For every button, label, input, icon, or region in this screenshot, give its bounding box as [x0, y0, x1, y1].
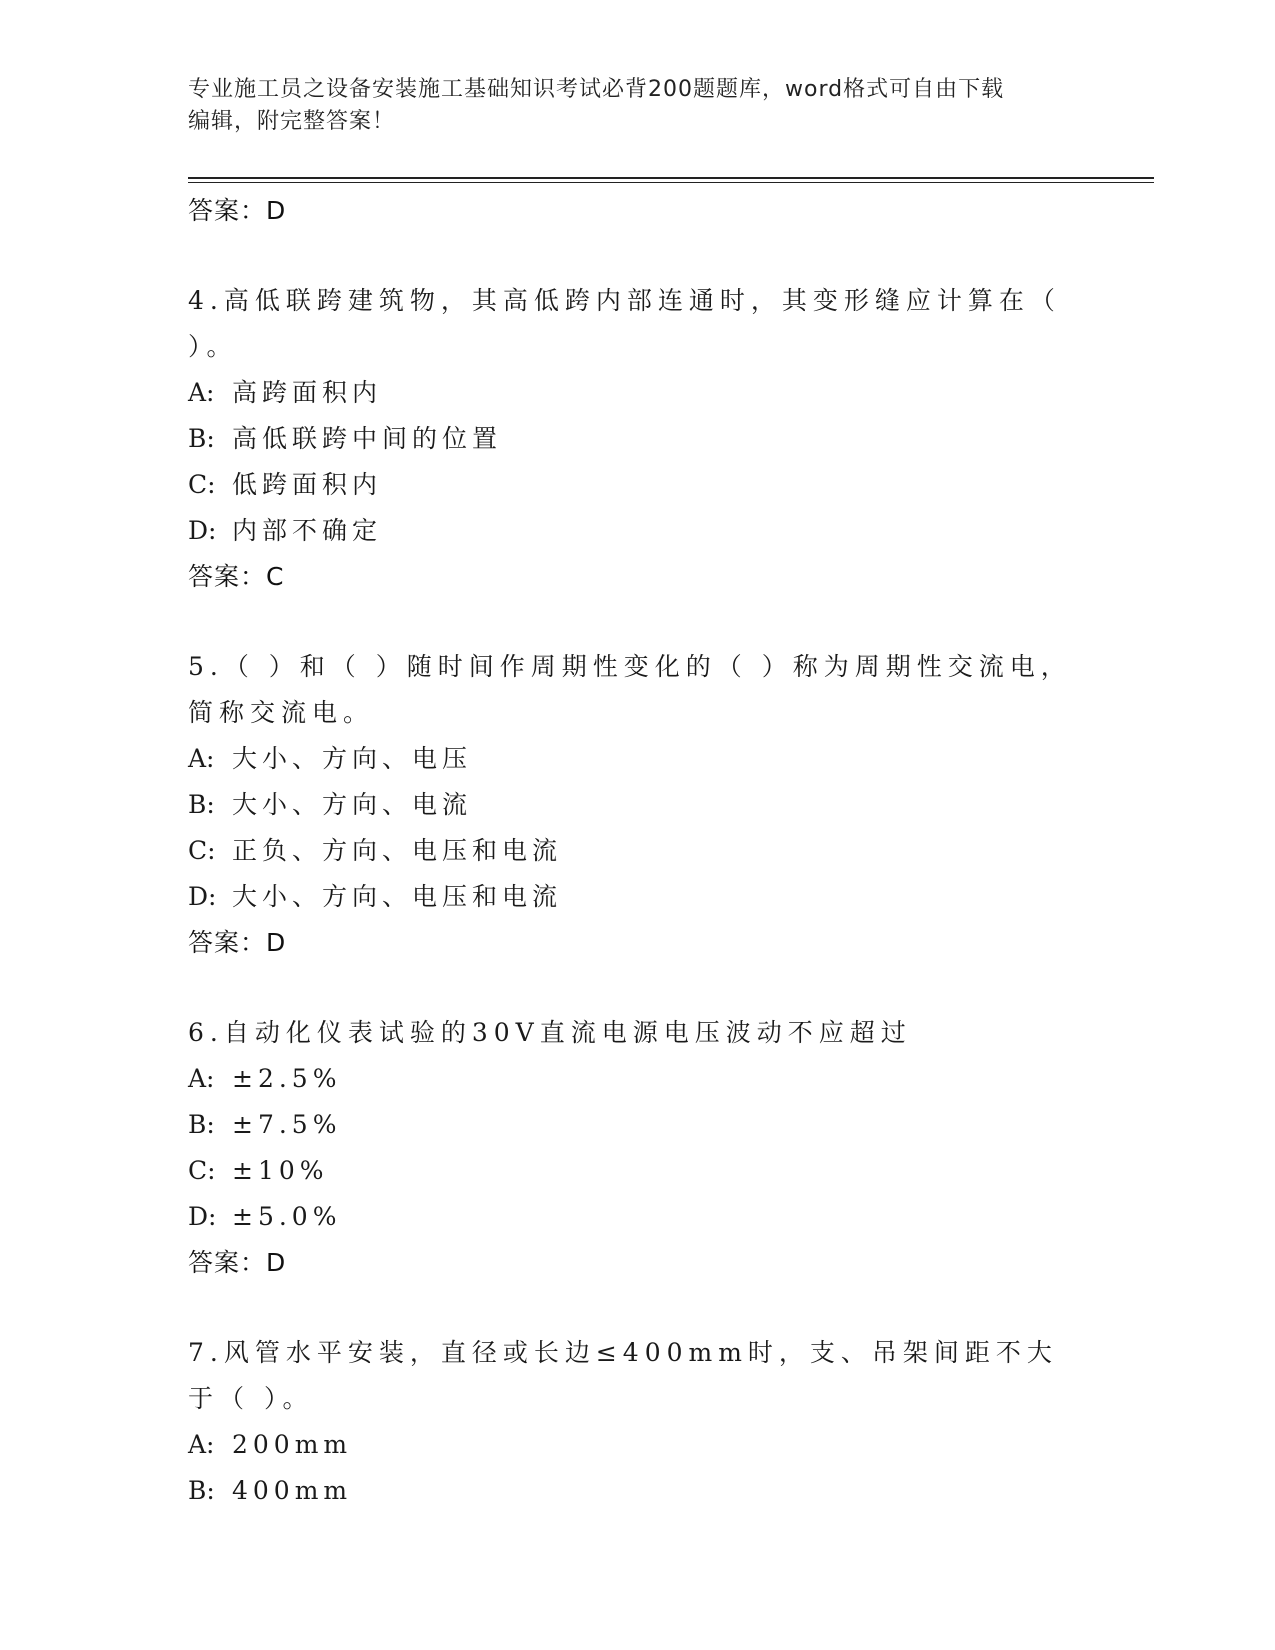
- question-4-answer: [188, 554, 1088, 600]
- answer-line-prev: [188, 188, 1088, 234]
- option-letter: D:: [188, 1202, 217, 1231]
- option-text: 正负、方向、电压和电流: [232, 836, 563, 865]
- option-letter: A:: [188, 1064, 215, 1093]
- question-5-option-d: [188, 874, 1088, 920]
- option-text: 内部不确定: [232, 516, 383, 545]
- option-letter: B:: [188, 1110, 215, 1139]
- question-list: [188, 188, 1088, 1514]
- answer-value: D: [266, 928, 287, 957]
- question-4-option-d: [188, 508, 1088, 554]
- option-text: 大小、方向、电流: [232, 790, 473, 819]
- option-letter: A:: [188, 744, 215, 773]
- option-letter: B:: [188, 790, 215, 819]
- option-text: 低跨面积内: [232, 470, 383, 499]
- spacer: [188, 1286, 1088, 1330]
- answer-value: C: [266, 562, 285, 591]
- question-5-answer: [188, 920, 1088, 966]
- option-text: ±2.5%: [232, 1064, 342, 1093]
- answer-label: 答案：: [188, 562, 267, 591]
- question-5-option-c: [188, 828, 1088, 874]
- document-header: [188, 74, 1068, 138]
- option-text: 高跨面积内: [232, 378, 383, 407]
- answer-label: 答案：: [188, 1248, 267, 1277]
- question-6-option-b: [188, 1102, 1088, 1148]
- question-4-option-a: [188, 370, 1088, 416]
- option-letter: C:: [188, 470, 216, 499]
- header-line-2: 编辑，附完整答案！: [188, 109, 396, 134]
- option-letter: A:: [188, 1430, 215, 1459]
- option-letter: B:: [188, 1476, 215, 1505]
- option-text: 400mm: [232, 1476, 353, 1505]
- option-letter: D:: [188, 882, 217, 911]
- answer-value: D: [266, 1248, 287, 1277]
- question-7-option-a: [188, 1422, 1088, 1468]
- header-rule-thick: [188, 177, 1154, 179]
- answer-label: 答案：: [188, 928, 267, 957]
- question-6-option-c: [188, 1148, 1088, 1194]
- option-text: ±5.0%: [232, 1202, 342, 1231]
- option-text: ±10%: [232, 1156, 329, 1185]
- question-7-option-b: [188, 1468, 1088, 1514]
- option-letter: A:: [188, 378, 215, 407]
- option-letter: C:: [188, 1156, 216, 1185]
- option-letter: C:: [188, 836, 216, 865]
- header-line-1: 专业施工员之设备安装施工基础知识考试必背200题题库，word格式可自由下载: [188, 77, 1005, 102]
- spacer: [188, 600, 1088, 644]
- question-4-stem: 4.高低联跨建筑物，其高低跨内部连通时，其变形缝应计算在（ ）。: [188, 286, 1061, 361]
- option-text: 200mm: [232, 1430, 353, 1459]
- question-6-option-d: [188, 1194, 1088, 1240]
- question-6-answer: [188, 1240, 1088, 1286]
- question-6-stem: 6.自动化仪表试验的30V直流电源电压波动不应超过: [188, 1018, 912, 1047]
- option-text: 大小、方向、电压和电流: [232, 882, 563, 911]
- answer-label: 答案：: [188, 196, 267, 225]
- question-5-option-a: [188, 736, 1088, 782]
- answer-value: D: [266, 196, 287, 225]
- option-text: 大小、方向、电压: [232, 744, 473, 773]
- question-5-stem: 5.（ ）和（ ）随时间作周期性变化的（ ）称为周期性交流电，简称交流电。: [188, 652, 1072, 727]
- spacer: [188, 234, 1088, 278]
- option-letter: D:: [188, 516, 217, 545]
- question-6-option-a: [188, 1056, 1088, 1102]
- spacer: [188, 966, 1088, 1010]
- question-4-option-c: [188, 462, 1088, 508]
- option-letter: B:: [188, 424, 215, 453]
- question-5-option-b: [188, 782, 1088, 828]
- question-4-option-b: [188, 416, 1088, 462]
- option-text: ±7.5%: [232, 1110, 342, 1139]
- option-text: 高低联跨中间的位置: [232, 424, 503, 453]
- question-7-stem: 7.风管水平安装，直径或长边≤400mm时，支、吊架间距不大于（ ）。: [188, 1338, 1058, 1413]
- header-rule-thin: [188, 182, 1154, 183]
